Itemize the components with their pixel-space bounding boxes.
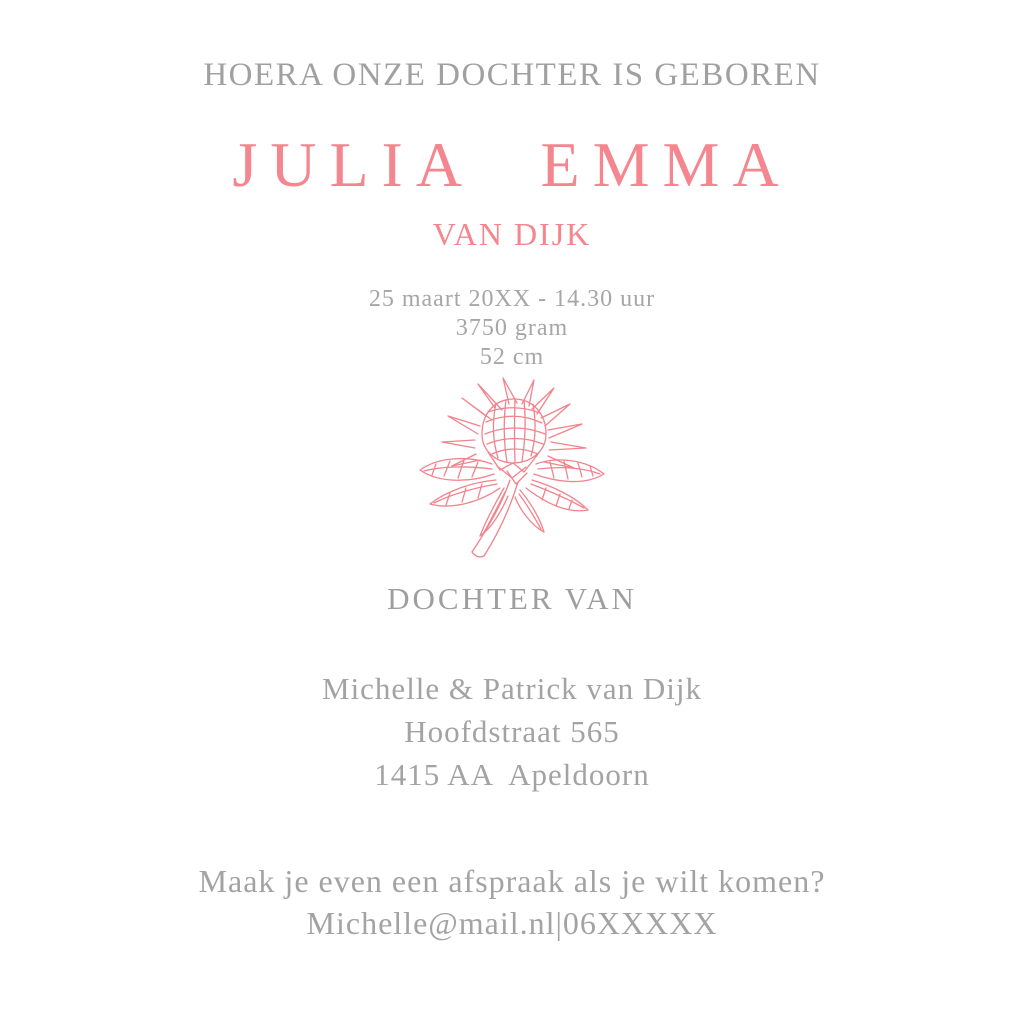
baby-last-name: VAN DIJK: [432, 216, 592, 252]
birth-date-time: 25 maart 20XX - 14.30 uur: [368, 286, 656, 312]
daughter-of-label: DOCHTER VAN: [387, 581, 637, 616]
parents-block: [0, 667, 1024, 796]
protea-flower-icon: [412, 376, 612, 561]
birth-weight: 3750 gram: [455, 315, 569, 341]
contact-line: Michelle@mail.nl|06XXXXX: [306, 905, 718, 941]
parents-names: Michelle & Patrick van Dijk: [322, 671, 702, 706]
footer-block: [0, 860, 1024, 944]
visit-note: Maak je even een afspraak als je wilt komen?: [198, 863, 826, 899]
birth-details: [0, 285, 1024, 372]
parents-city: 1415 AA Apeldoorn: [374, 757, 650, 792]
announcement-headline: HOERA ONZE DOCHTER IS GEBOREN: [203, 57, 821, 93]
parents-street: Hoofdstraat 565: [404, 714, 620, 749]
birth-length: 52 cm: [479, 344, 545, 370]
baby-first-names: JULIA EMMA: [232, 129, 792, 200]
